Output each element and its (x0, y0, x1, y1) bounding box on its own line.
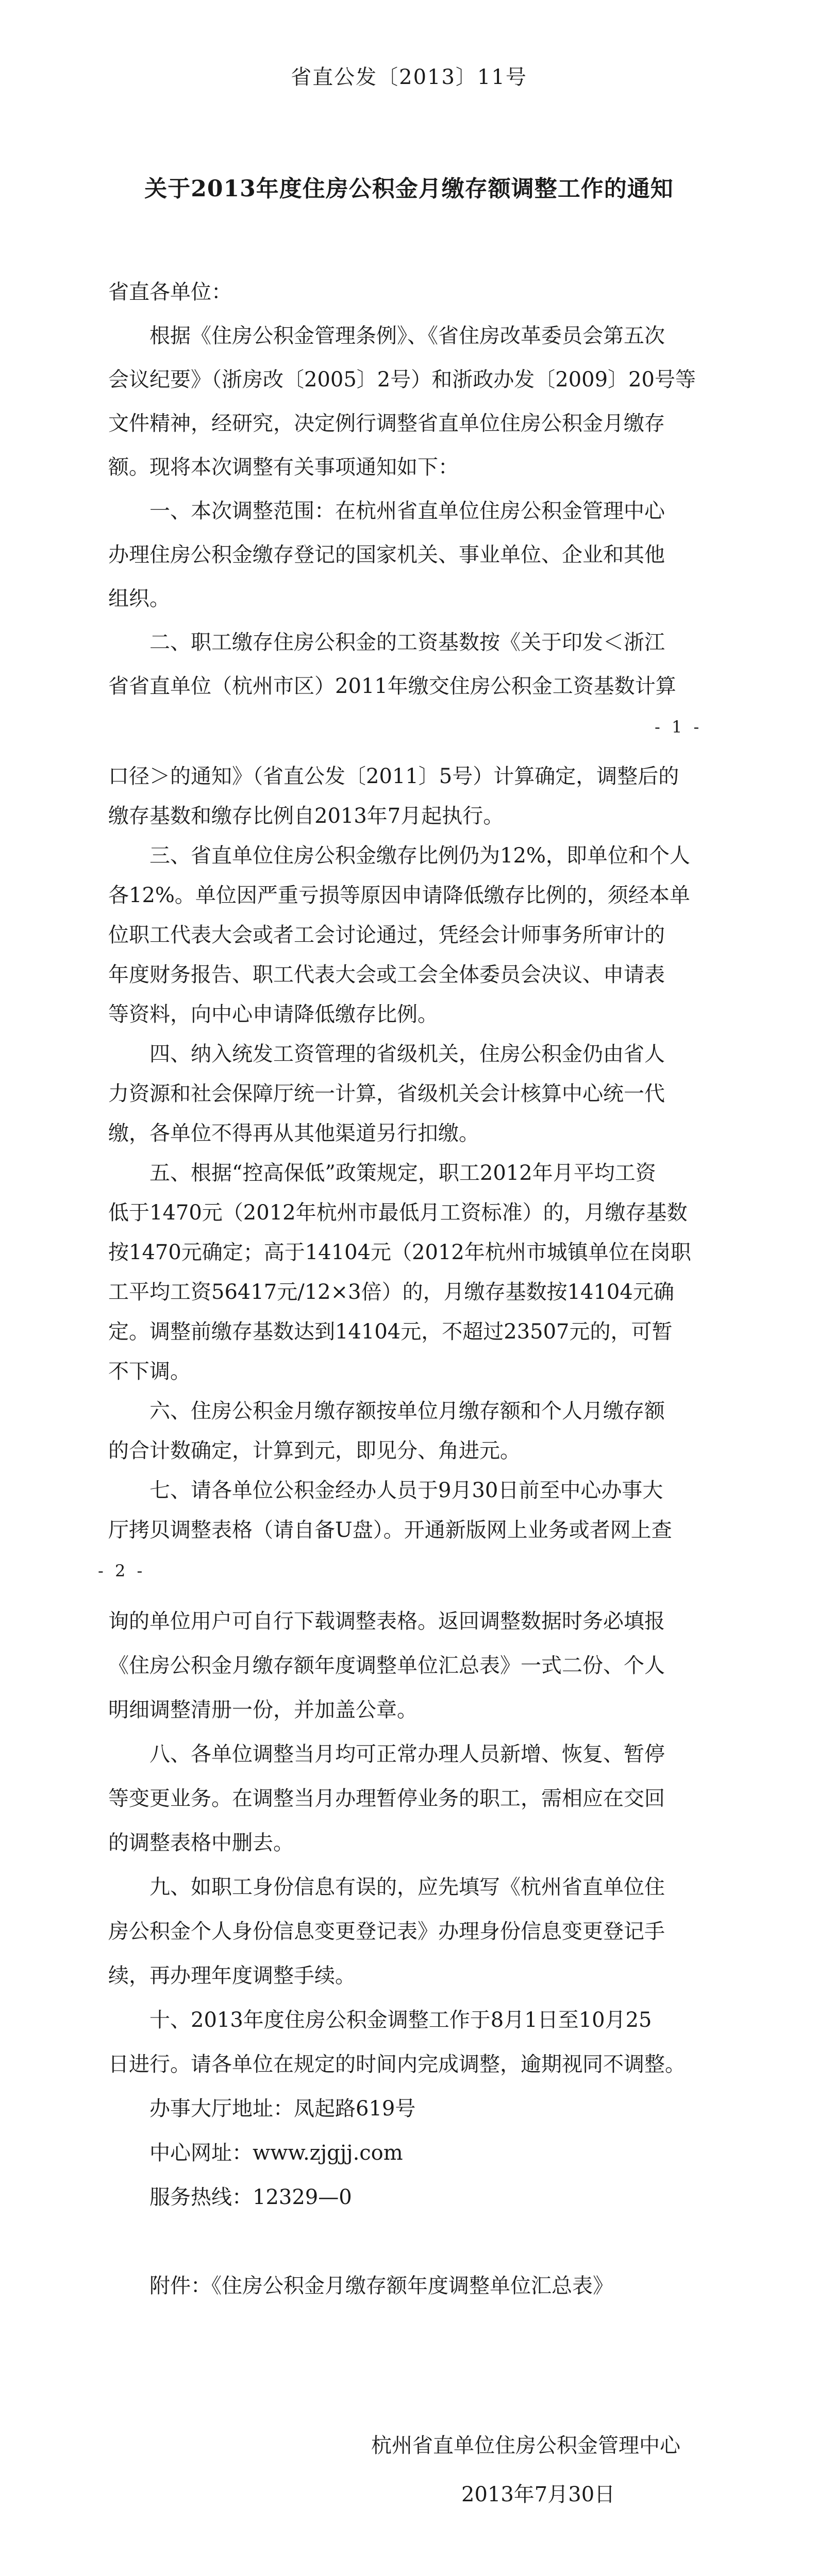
text-line: 厅拷贝调整表格（请自备U盘）。开通新版网上业务或者网上查 (108, 1518, 672, 1542)
text-line: 八、各单位调整当月均可正常办理人员新增、恢复、暂停 (108, 1742, 665, 1766)
text-line: 五、根据“控高保低”政策规定，职工2012年月平均工资 (108, 1161, 656, 1185)
issuer-name: 杭州省直单位住房公积金管理中心 (371, 2434, 680, 2458)
text-line: 文件精神，经研究，决定例行调整省直单位住房公积金月缴存 (108, 412, 665, 435)
text-line: 十、2013年度住房公积金调整工作于8月1日至10月25 (108, 2008, 652, 2032)
text-line: 《住房公积金月缴存额年度调整单位汇总表》一式二份、个人 (108, 1654, 665, 1677)
text-line: 六、住房公积金月缴存额按单位月缴存额和个人月缴存额 (108, 1399, 665, 1423)
text-line: 缴，各单位不得再从其他渠道另行扣缴。 (108, 1122, 479, 1145)
text-line: 日进行。请各单位在规定的时间内完成调整，逾期视同不调整。 (108, 2053, 686, 2076)
text-line: 额。现将本次调整有关事项通知如下： (108, 455, 459, 479)
text-line: 的合计数确定，计算到元，即见分、角进元。 (108, 1439, 521, 1463)
text-line: 不下调。 (108, 1360, 191, 1383)
text-line: 等变更业务。在调整当月办理暂停业务的职工，需相应在交回 (108, 1787, 665, 1810)
text-line: 工平均工资56417元/12×3倍）的，月缴存基数按14104元确 (108, 1280, 674, 1304)
text-line: 四、纳入统发工资管理的省级机关，住房公积金仍由省人 (108, 1042, 665, 1066)
text-line: 三、省直单位住房公积金缴存比例仍为12%，即单位和个人 (108, 844, 690, 868)
text-line: 房公积金个人身份信息变更登记表》办理身份信息变更登记手 (108, 1920, 665, 1943)
text-line: 省直各单位： (108, 280, 232, 304)
text-line: 办事大厅地址：凤起路619号 (108, 2097, 416, 2121)
text-line: 省省直单位（杭州市区）2011年缴交住房公积金工资基数计算 (108, 674, 676, 698)
text-line: 续，再办理年度调整手续。 (108, 1964, 356, 1988)
text-line: 服务热线：12329—0 (108, 2185, 352, 2209)
text-line: 力资源和社会保障厅统一计算，省级机关会计核算中心统一代 (108, 1082, 665, 1106)
text-line: 询的单位用户可自行下载调整表格。返回调整数据时务必填报 (108, 1609, 665, 1633)
text-line: 各12%。单位因严重亏损等原因申请降低缴存比例的，须经本单 (108, 884, 690, 907)
text-line: 组织。 (108, 587, 170, 611)
text-line: 的调整表格中删去。 (108, 1831, 294, 1855)
text-line: 口径＞的通知》（省直公发〔2011〕5号）计算确定，调整后的 (108, 765, 679, 788)
page-number-1: - 1 - (655, 717, 703, 737)
text-line: 会议纪要》（浙房改〔2005〕2号）和浙政办发〔2009〕20号等 (108, 368, 696, 392)
text-line: 年度财务报告、职工代表大会或工会全体委员会决议、申请表 (108, 963, 665, 987)
text-line: 按1470元确定；高于14104元（2012年杭州市城镇单位在岗职 (108, 1241, 691, 1264)
text-line: 附件：《住房公积金月缴存额年度调整单位汇总表》 (108, 2274, 613, 2298)
text-line: 低于1470元（2012年杭州市最低月工资标准）的，月缴存基数 (108, 1201, 688, 1225)
text-line: 九、如职工身份信息有误的，应先填写《杭州省直单位住 (108, 1875, 665, 1899)
text-line: 一、本次调整范围：在杭州省直单位住房公积金管理中心 (108, 499, 665, 523)
text-line: 等资料，向中心申请降低缴存比例。 (108, 1003, 438, 1026)
issue-date: 2013年7月30日 (461, 2483, 615, 2506)
text-line: 明细调整清册一份，并加盖公章。 (108, 1698, 418, 1722)
text-line: 七、请各单位公积金经办人员于9月30日前至中心办事大 (108, 1479, 663, 1502)
text-line: 位职工代表大会或者工会讨论通过，凭经会计师事务所审计的 (108, 923, 665, 947)
text-line: 二、职工缴存住房公积金的工资基数按《关于印发＜浙江 (108, 631, 665, 654)
document-title: 关于2013年度住房公积金月缴存额调整工作的通知 (144, 176, 674, 202)
text-line: 定。调整前缴存基数达到14104元，不超过23507元的，可暂 (108, 1320, 673, 1344)
text-line: 办理住房公积金缴存登记的国家机关、事业单位、企业和其他 (108, 543, 665, 567)
document-number: 省直公发〔2013〕11号 (291, 65, 527, 89)
page-number-2: - 2 - (98, 1561, 146, 1581)
text-line: 中心网址：www.zjgjj.com (108, 2141, 403, 2165)
text-line: 缴存基数和缴存比例自2013年7月起执行。 (108, 804, 504, 828)
text-line: 根据《住房公积金管理条例》、《省住房改革委员会第五次 (108, 324, 665, 348)
